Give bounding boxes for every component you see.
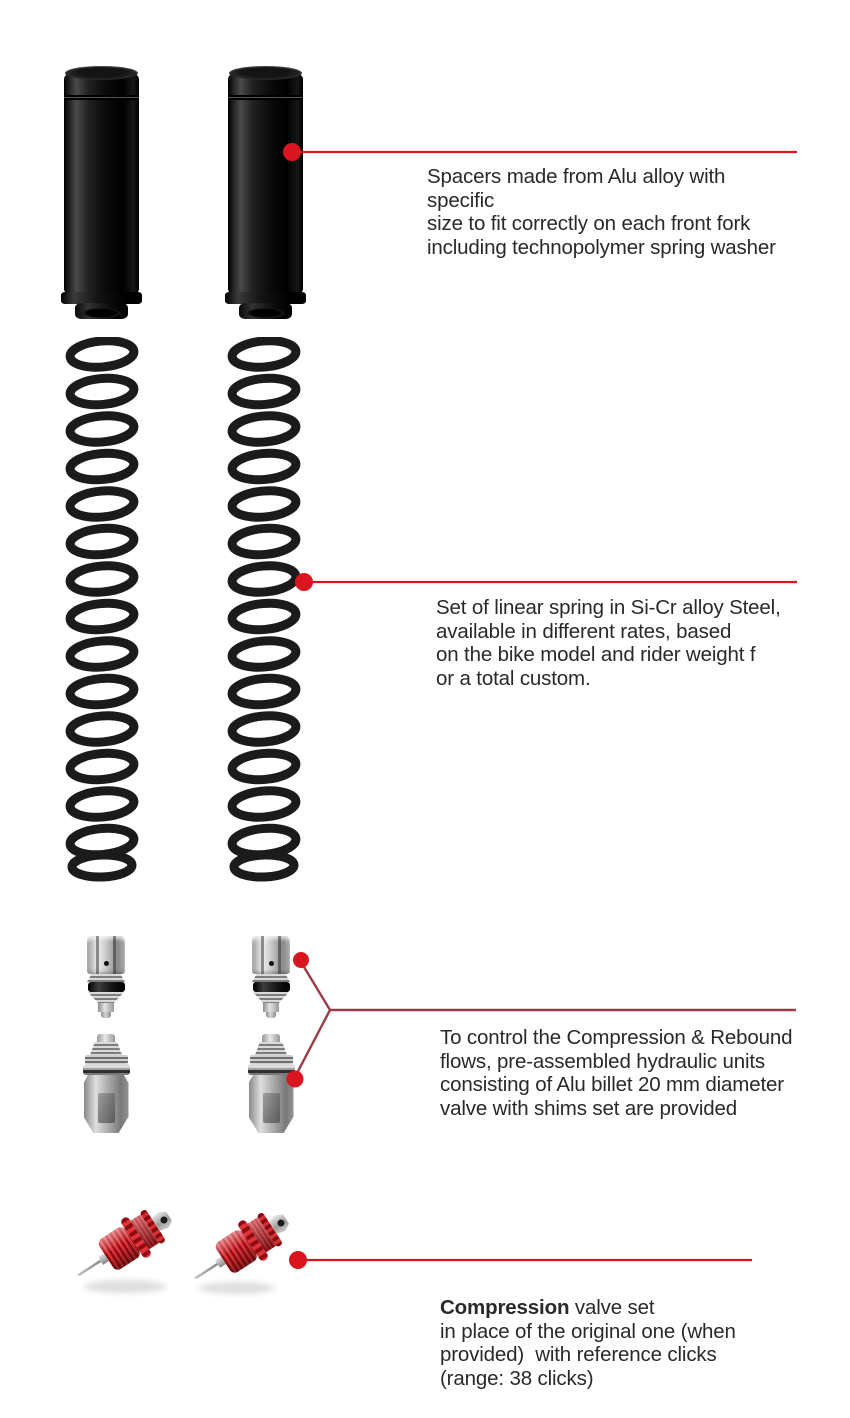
valve-top-nub xyxy=(262,1034,280,1042)
annotation-line: provided) with reference clicks xyxy=(440,1343,717,1366)
spacer-end-tube xyxy=(75,303,128,319)
spacer-bore-hole xyxy=(247,308,284,318)
callout-dot-rebound xyxy=(293,952,309,968)
hydraulic-valve-body-left xyxy=(82,1034,130,1133)
valve-stem xyxy=(263,1003,279,1012)
bleed-hole xyxy=(104,961,109,966)
annotation-springs xyxy=(436,596,806,690)
annotation-line: valve with shims set are provided xyxy=(440,1096,737,1120)
cap-slot xyxy=(261,936,264,974)
annotation-line: available in different rates, based xyxy=(436,619,732,643)
shim-stack xyxy=(90,1042,122,1055)
valve-top-nub xyxy=(97,1034,115,1042)
annotation-line: including technopolymer spring washer xyxy=(427,235,776,259)
valve-slotted-cap xyxy=(252,936,290,974)
spacer-body xyxy=(64,73,139,295)
bleed-hole xyxy=(269,961,274,966)
shim-stack xyxy=(255,1042,287,1055)
rebound-valve-unit-right xyxy=(251,936,291,1018)
annotation-line: To control the Compression & Rebound xyxy=(440,1026,793,1049)
spacer-groove xyxy=(64,95,139,100)
spacer-top-cap xyxy=(65,66,138,80)
callout-branch-compression-body xyxy=(295,1010,330,1077)
annotation-line: flows, pre-assembled hydraulic units xyxy=(440,1049,766,1073)
shim-stack xyxy=(88,992,124,1003)
annotation-hydraulic xyxy=(440,1026,810,1120)
annotation-compression xyxy=(440,1296,810,1390)
adjuster-needle xyxy=(76,1259,101,1277)
annotation-line: on the bike model and rider weight f xyxy=(436,643,756,666)
annotation-spacers xyxy=(427,165,797,259)
spacer-bore-hole xyxy=(83,308,120,318)
annotation-line-rest: valve set xyxy=(569,1296,655,1319)
annotation-bold-word: Compression xyxy=(440,1296,570,1319)
annotation-line xyxy=(440,1296,810,1320)
cap-slot xyxy=(96,936,99,974)
fork-spring-right xyxy=(225,337,303,889)
annotation-line: Spacers made from Alu alloy with specific xyxy=(427,165,731,212)
annotation-line: Set of linear spring in Si-Cr alloy Steel, xyxy=(436,596,781,619)
valve-slotted-cap xyxy=(87,936,125,974)
annotation-line: (range: 38 clicks) xyxy=(440,1366,594,1390)
fork-spring-left xyxy=(63,337,141,889)
valve-stem xyxy=(98,1003,114,1012)
valve-nub xyxy=(101,1012,111,1018)
annotation-line: consisting of Alu billet 20 mm diameter xyxy=(440,1073,784,1096)
valve-billet-body xyxy=(249,1075,294,1133)
spacer-groove xyxy=(228,95,303,100)
adjuster-needle xyxy=(193,1262,218,1280)
cap-slot xyxy=(278,936,281,974)
rebound-valve-unit-left xyxy=(86,936,126,1018)
shim-stack xyxy=(87,974,125,982)
annotation-line: size to fit correctly on each front fork xyxy=(427,212,751,235)
flange-o-ring xyxy=(83,1064,130,1075)
annotation-line: in place of the original one (when xyxy=(440,1319,736,1343)
valve-nub xyxy=(266,1012,276,1018)
spacer-body xyxy=(228,73,303,295)
fork-spacer-right xyxy=(228,66,303,322)
valve-o-ring xyxy=(253,982,290,992)
callout-dot-compression xyxy=(289,1251,307,1269)
shim-stack xyxy=(252,974,290,982)
spacer-top-cap xyxy=(229,66,302,80)
callout-branch-rebound xyxy=(301,962,330,1010)
annotation-line: or a total custom. xyxy=(436,666,591,690)
ridged-disc xyxy=(85,1055,128,1064)
fork-spacer-left xyxy=(64,66,139,322)
flange-o-ring xyxy=(248,1064,295,1075)
hydraulic-valve-body-right xyxy=(247,1034,295,1133)
ridged-disc xyxy=(250,1055,293,1064)
shim-stack xyxy=(253,992,289,1003)
spacer-end-tube xyxy=(239,303,292,319)
cap-slot xyxy=(113,936,116,974)
valve-o-ring xyxy=(88,982,125,992)
valve-billet-body xyxy=(84,1075,129,1133)
